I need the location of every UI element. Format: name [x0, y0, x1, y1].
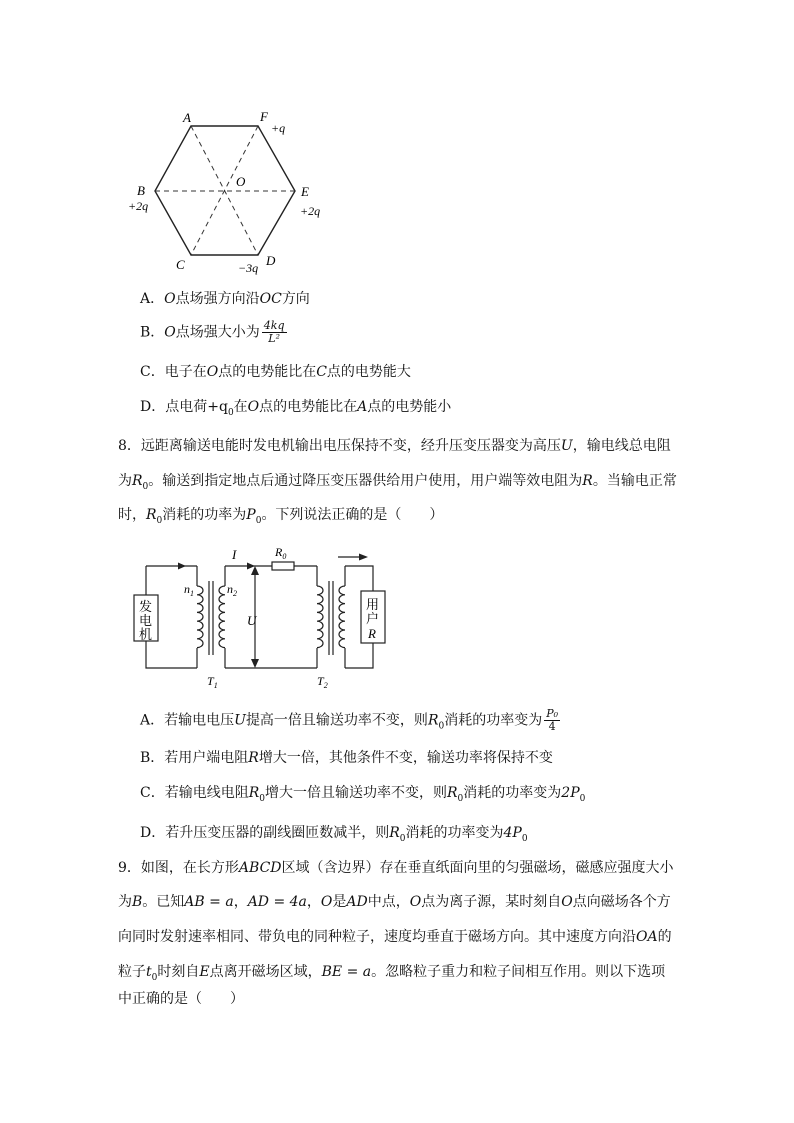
charge-F: +q — [271, 121, 286, 135]
fraction-p0-4: $\frac{\text{P₀}}{4}$ — [546, 707, 559, 733]
q8-option-a: A．若输电电压U提高一倍且输送功率不变，则$R_0$消耗的功率变为 $\frac{\text{P₀}}{4}$ — [140, 707, 559, 733]
t2-secondary-coil — [339, 586, 345, 648]
q7-option-a: A．O点场强方向沿OC方向 — [140, 291, 310, 307]
label-F: F — [260, 109, 268, 124]
label-I: I — [232, 547, 237, 562]
label-D: D — [266, 253, 276, 268]
q9-stem-line4: 粒子$t_0$时刻自E点离开磁场区域，BE = a。忽略粒子重力和粒子间相互作用。则以下选项 — [118, 964, 666, 983]
charge-B: +2q — [128, 199, 149, 213]
q8-stem-line2: 为$R_0$。输送到指定地点后通过降压变压器供给用户使用，用户端等效电阻为R。当输电正常 — [118, 473, 677, 492]
label-E: E — [301, 184, 309, 199]
q7-option-c: C．电子在O点的电势能比在C点的电势能大 — [140, 364, 411, 380]
current-arrow-gen — [178, 563, 186, 570]
user-char-1: 用 — [366, 598, 380, 613]
transformer-circuit — [128, 543, 398, 693]
q7-option-b: B．O点场强大小为 $\frac{4kq}{\text{L²}}$ — [140, 319, 285, 345]
label-U: U — [247, 613, 257, 628]
generator-char-1: 发 — [139, 600, 153, 615]
label-C: C — [176, 257, 185, 272]
t2-primary-coil — [317, 586, 323, 648]
q8-stem-line1: 8．远距离输送电能时发电机输出电压保持不变，经升压变压器变为高压U，输电线总电阻 — [118, 438, 671, 454]
current-arrow-i — [247, 563, 255, 570]
user-char-2: 户 — [366, 612, 380, 627]
label-n2: $n_2$ — [227, 582, 237, 598]
hexagon-figure — [120, 105, 340, 280]
generator-char-3: 机 — [139, 628, 153, 643]
hexagon-diagonals — [155, 126, 295, 255]
label-A: A — [183, 110, 191, 125]
label-T1: $T_1$ — [207, 674, 218, 690]
user-char-3: R — [368, 626, 376, 641]
q8-option-c: C．若输电线电阻$R_0$增大一倍且输送功率不变，则$R_0$消耗的功率变为$2P_0$ — [140, 785, 586, 804]
q7-option-d: D．点电荷$+q_0$在O点的电势能比在A点的电势能小 — [140, 399, 452, 418]
label-B: B — [137, 183, 145, 198]
q9-stem-line1: 9．如图，在长方形ABCD区域（含边界）存在垂直纸面向里的匀强磁场，磁感应强度大小 — [118, 860, 674, 876]
label-T2: $T_2$ — [317, 674, 328, 690]
resistor-r0 — [272, 562, 294, 570]
t1-secondary-coil — [219, 586, 225, 648]
q9-stem-line3: 向同时发射速率相同、带负电的同种粒子，速度均垂直于磁场方向。其中速度方向沿OA的 — [118, 929, 672, 945]
label-O: O — [236, 174, 246, 189]
q9-stem-line2: 为B。已知AB = a，AD = 4a，O是AD中点，O点为离子源，某时刻自O点向磁场各个方 — [118, 894, 671, 910]
q8-option-d: D．若升压变压器的副线圈匝数减半，则$R_0$消耗的功率变为$4P_0$ — [140, 825, 528, 844]
label-R0: $R_0$ — [275, 545, 287, 561]
q8-stem-line3: 时，$R_0$消耗的功率为$P_0$。下列说法正确的是（ ） — [118, 507, 444, 526]
current-arrow-user — [359, 554, 368, 561]
charge-D: −3q — [238, 261, 259, 275]
q9-stem-line5: 中正确的是（ ） — [118, 991, 244, 1007]
label-n1: $n_1$ — [184, 582, 194, 598]
q8-option-b: B．若用户端电阻R增大一倍，其他条件不变，输送功率将保持不变 — [140, 750, 553, 766]
t1-primary-coil — [197, 586, 203, 648]
fraction-4kq-L2: $\frac{4kq}{\text{L²}}$ — [263, 319, 285, 345]
generator-char-2: 电 — [139, 614, 153, 629]
charge-E: +2q — [300, 204, 321, 218]
